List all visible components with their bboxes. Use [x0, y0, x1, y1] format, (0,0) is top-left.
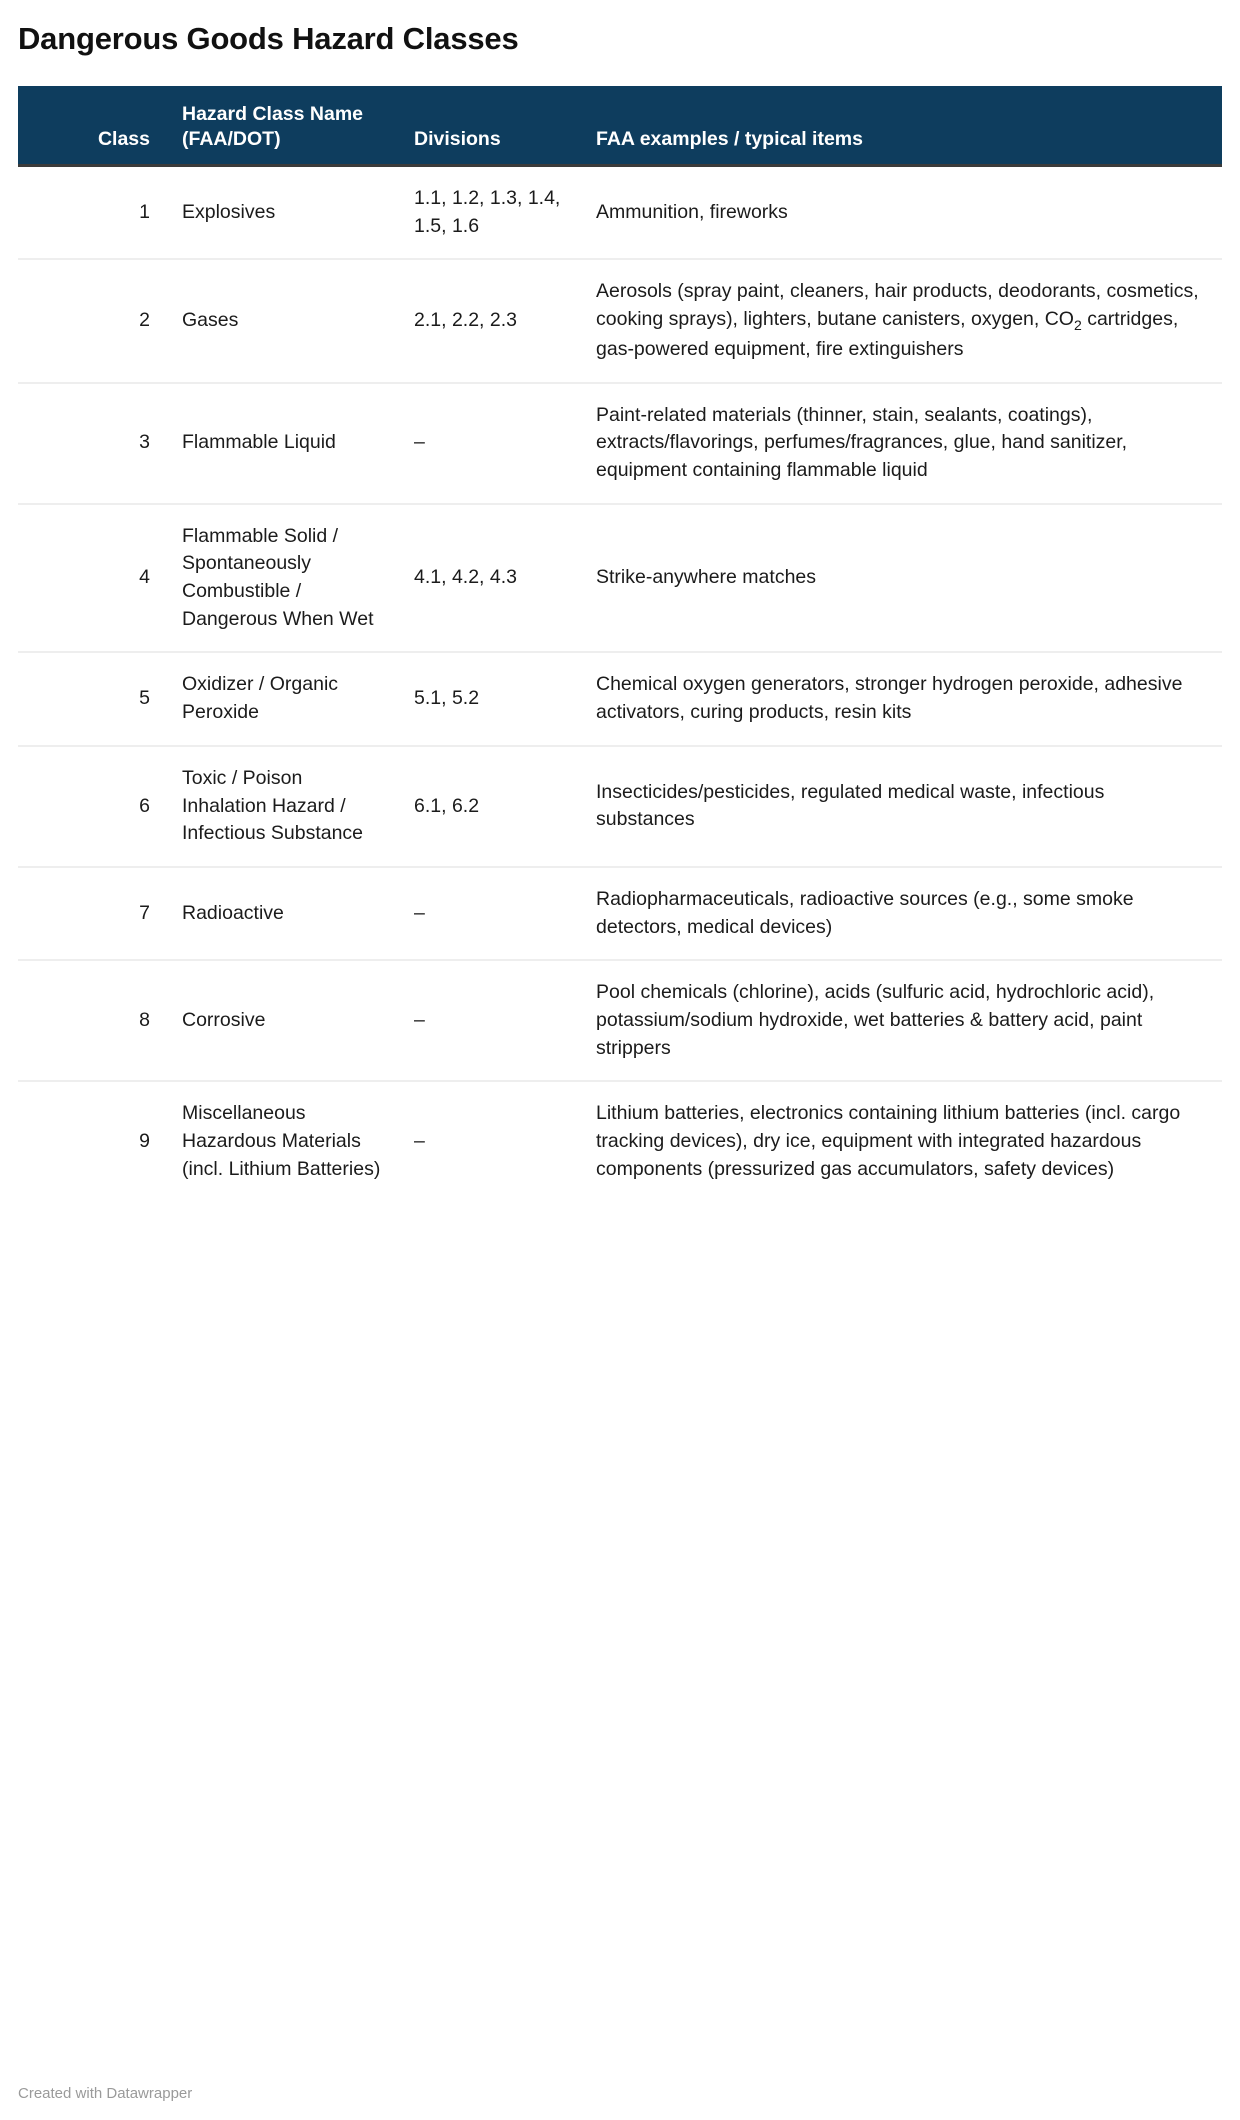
cell-faa-examples: Radiopharmaceuticals, radioactive sources (e.g., some smoke detectors, medical devices) [582, 867, 1222, 960]
cell-class: 5 [18, 652, 168, 745]
cell-divisions: 5.1, 5.2 [400, 652, 582, 745]
cell-class: 4 [18, 504, 168, 653]
hazard-classes-table [18, 86, 1222, 1201]
cell-hazard-class-name: Flammable Solid / Spontaneously Combustible / Dangerous When Wet [168, 504, 400, 653]
cell-hazard-class-name: Toxic / Poison Inhalation Hazard / Infectious Substance [168, 746, 400, 867]
cell-divisions: – [414, 1130, 425, 1153]
cell-hazard-class-name: Explosives [168, 166, 400, 260]
cell-hazard-class-name: Flammable Liquid [168, 383, 400, 504]
cell-divisions: 6.1, 6.2 [400, 746, 582, 867]
table-row [18, 259, 1222, 382]
cell-faa-examples: Pool chemicals (chlorine), acids (sulfuric acid, hydrochloric acid), potassium/sodium hydroxide, wet batteries & battery acid, paint strippers [582, 960, 1222, 1081]
table-row [18, 383, 1222, 504]
column-header-class[interactable]: Class [18, 86, 168, 165]
cell-faa-examples: Chemical oxygen generators, stronger hydrogen peroxide, adhesive activators, curing products, resin kits [582, 652, 1222, 745]
table-body [18, 166, 1222, 1202]
table-row [18, 166, 1222, 260]
cell-divisions: 1.1, 1.2, 1.3, 1.4, 1.5, 1.6 [400, 166, 582, 260]
table-row [18, 746, 1222, 867]
datawrapper-credit[interactable]: Created with Datawrapper [18, 2085, 193, 2102]
cell-class: 9 [139, 1130, 150, 1153]
cell-hazard-class-name: Oxidizer / Organic Peroxide [168, 652, 400, 745]
cell-divisions: 4.1, 4.2, 4.3 [400, 504, 582, 653]
cell-hazard-class-name: Radioactive [168, 867, 400, 960]
table-row [18, 867, 1222, 960]
table-row [18, 504, 1222, 653]
cell-faa-examples: Lithium batteries, electronics containing lithium batteries (incl. cargo tracking devices), dry ice, equipment with integrated hazardous components (pressurized gas accumulators, safety devices) [596, 1102, 1181, 1180]
cell-class: 1 [18, 166, 168, 260]
cell-class: 3 [18, 383, 168, 504]
cell-hazard-class-name: Miscellaneous Hazardous Materials (incl. Lithium Batteries) [182, 1102, 381, 1180]
cell-faa-examples: Insecticides/pesticides, regulated medical waste, infectious substances [582, 746, 1222, 867]
cell-class: 6 [18, 746, 168, 867]
cell-hazard-class-name: Gases [168, 259, 400, 382]
column-header-hazard-class-name[interactable]: Hazard Class Name (FAA/DOT) [168, 86, 400, 165]
column-header-faa-examples[interactable]: FAA examples / typical items [582, 86, 1222, 165]
cell-class: 7 [18, 867, 168, 960]
table-row [18, 960, 1222, 1081]
column-header-divisions[interactable]: Divisions [400, 86, 582, 165]
cell-faa-examples: Paint-related materials (thinner, stain, sealants, coatings), extracts/flavorings, perfumes/fragrances, glue, hand sanitizer, equipment containing flammable liquid [582, 383, 1222, 504]
cell-hazard-class-name: Corrosive [168, 960, 400, 1081]
table-header-row [18, 86, 1222, 165]
cell-faa-examples: Ammunition, fireworks [582, 166, 1222, 260]
table-row [18, 652, 1222, 745]
cell-divisions: – [400, 383, 582, 504]
cell-faa-examples: Aerosols (spray paint, cleaners, hair products, deodorants, cosmetics, cooking sprays), lighters, butane canisters, oxygen, $CO_2$ cartridges, gas-powered equipment, fire extinguishers [582, 259, 1222, 382]
table-header [18, 86, 1222, 165]
cell-class: 8 [18, 960, 168, 1081]
cell-class: 2 [18, 259, 168, 382]
table-row [18, 1081, 1222, 1201]
cell-faa-examples: Strike-anywhere matches [582, 504, 1222, 653]
cell-divisions: – [400, 867, 582, 960]
page-title: Dangerous Goods Hazard Classes [18, 21, 519, 56]
cell-divisions: 2.1, 2.2, 2.3 [400, 259, 582, 382]
cell-divisions: – [400, 960, 582, 1081]
